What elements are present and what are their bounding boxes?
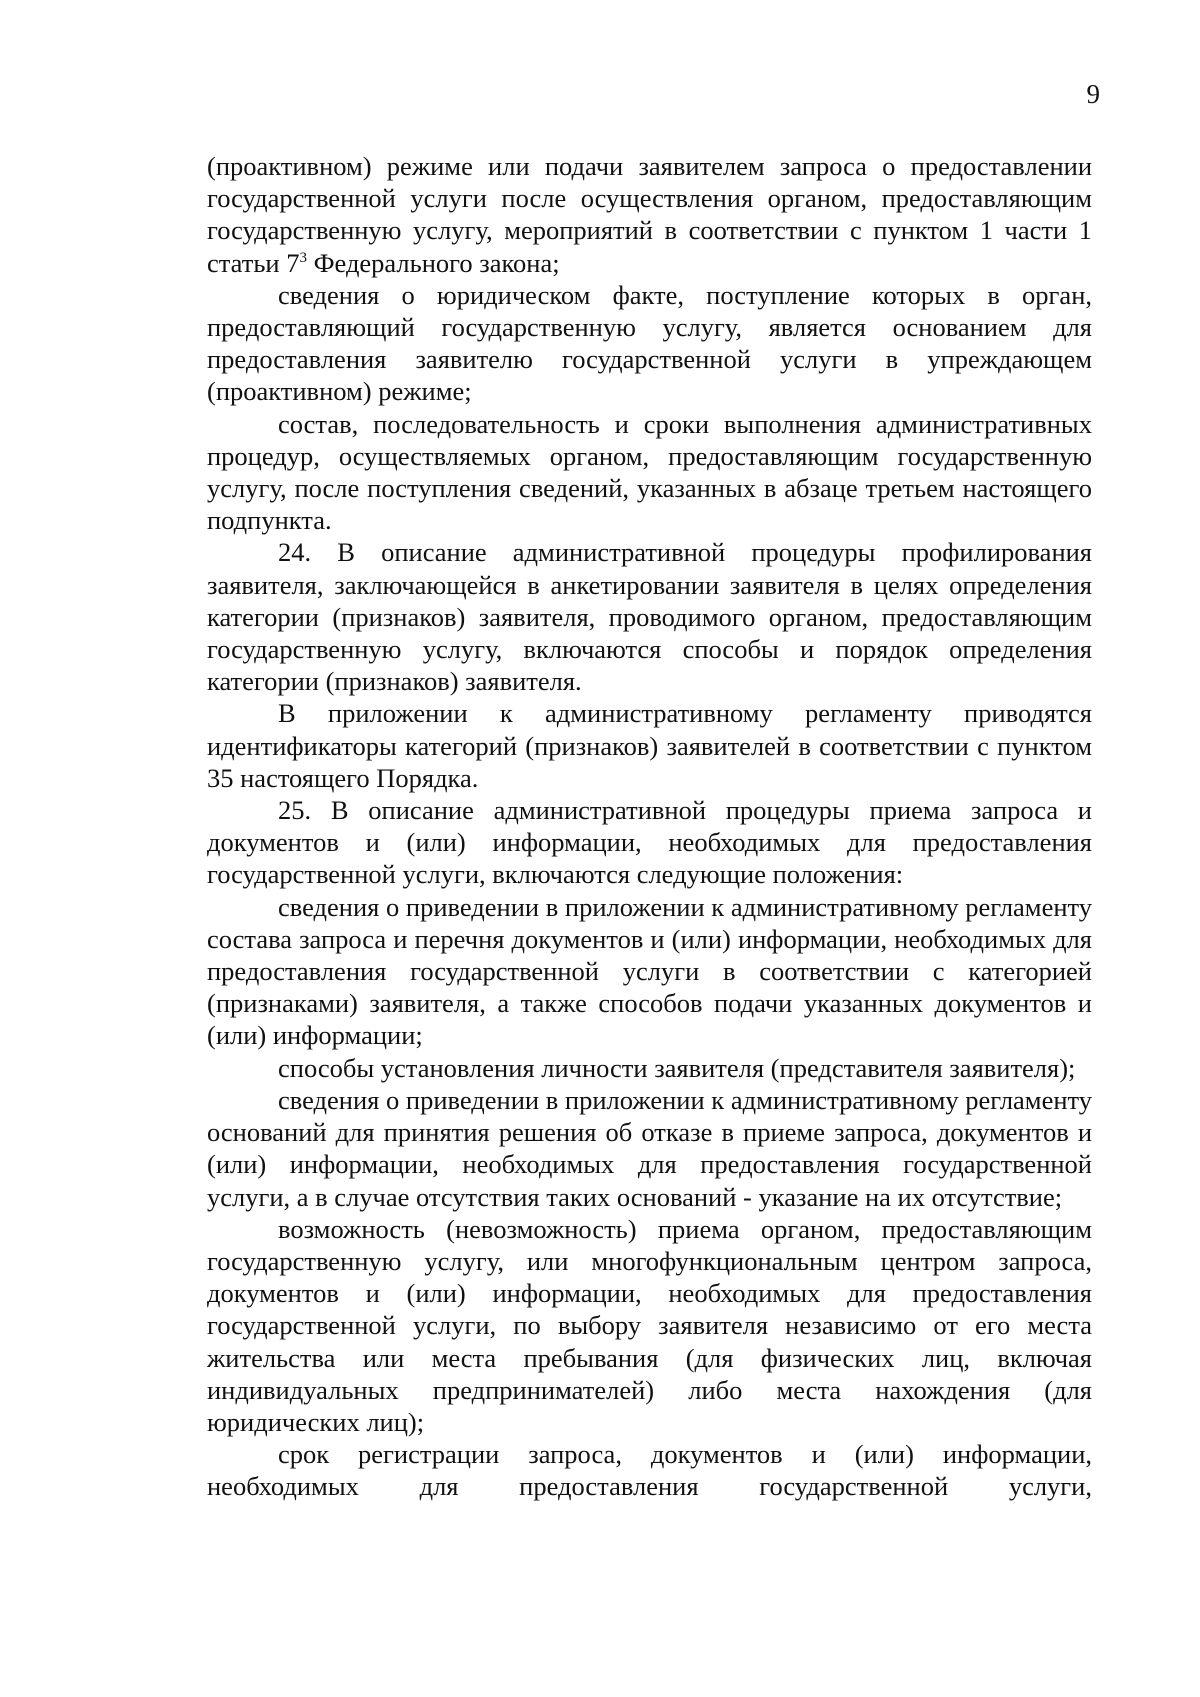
paragraph-registration-term: срок регистрации запроса, документов и (или) информации, необходимых для предоставления государственной услуги, xyxy=(207,1439,1092,1502)
page-number: 9 xyxy=(1086,79,1100,109)
paragraph-refusal-grounds: сведения о приведении в приложении к административному регламенту оснований для принятия решения об отказе в приеме запроса, документов и (или) информации, необходимых для предоставления государственной услуги, а в случае отсутствия таких оснований - указание на их отсутствие; xyxy=(207,1084,1092,1212)
paragraph-acceptance-possibility: возможность (невозможность) приема органом, предоставляющим государственную услугу, или многофункциональным центром запроса, документов и (или) информации, необходимых для предоставления государственной услуги, по выбору заявителя независимо от его места жительства или места пребывания (для физических лиц, включая индивидуальных предпринимателей) либо места нахождения (для юридических лиц); xyxy=(207,1213,1092,1437)
paragraph-item-24: 24. В описание административной процедуры профилирования заявителя, заключающейся в анкетировании заявителя в целях определения категории (признаков) заявителя, проводимого органом, предоставляющим государственную услугу, включаются способы и порядок определения категории (признаков) заявителя. xyxy=(207,537,1092,697)
paragraph-procedure-composition: состав, последовательность и сроки выполнения административных процедур, осуществляемых органом, предоставляющим государственную услугу, после поступления сведений, указанных в абзаце третьем настоящего подпункта. xyxy=(207,408,1092,536)
paragraph-text-end: Федерального закона; xyxy=(306,247,560,278)
paragraph-text: (проактивном) режиме или подачи заявителем запроса о предоставлении государственной услуги после осуществления органом, предоставляющим государственную услугу, мероприятий в соответствии с пунктом 1 части 1 статьи 7 xyxy=(207,151,1092,278)
paragraph-item-25: 25. В описание административной процедуры приема запроса и документов и (или) информации, необходимых для предоставления государственной услуги, включаются следующие положения: xyxy=(207,795,1092,890)
paragraph-appendix-documents: сведения о приведении в приложении к административному регламенту состава запроса и перечня документов и (или) информации, необходимых для предоставления государственной услуги в соответствии с категорией (признаками) заявителя, а также способов подачи указанных документов и (или) информации; xyxy=(207,891,1092,1051)
document-body xyxy=(207,150,1092,1503)
article-superscript: 3 xyxy=(299,249,307,266)
paragraph-legal-fact: сведения о юридическом факте, поступление которых в орган, предоставляющий государственную услугу, является основанием для предоставления заявителю государственной услуги в упреждающем (проактивном) режиме; xyxy=(207,279,1092,407)
paragraph-identity-methods: способы установления личности заявителя (представителя заявителя); xyxy=(278,1052,1076,1083)
paragraph-appendix-identifiers: В приложении к административному регламенту приводятся идентификаторы категорий (признаков) заявителей в соответствии с пунктом 35 настоящего Порядка. xyxy=(207,698,1092,793)
paragraph-proactive-continuation xyxy=(207,150,1092,279)
